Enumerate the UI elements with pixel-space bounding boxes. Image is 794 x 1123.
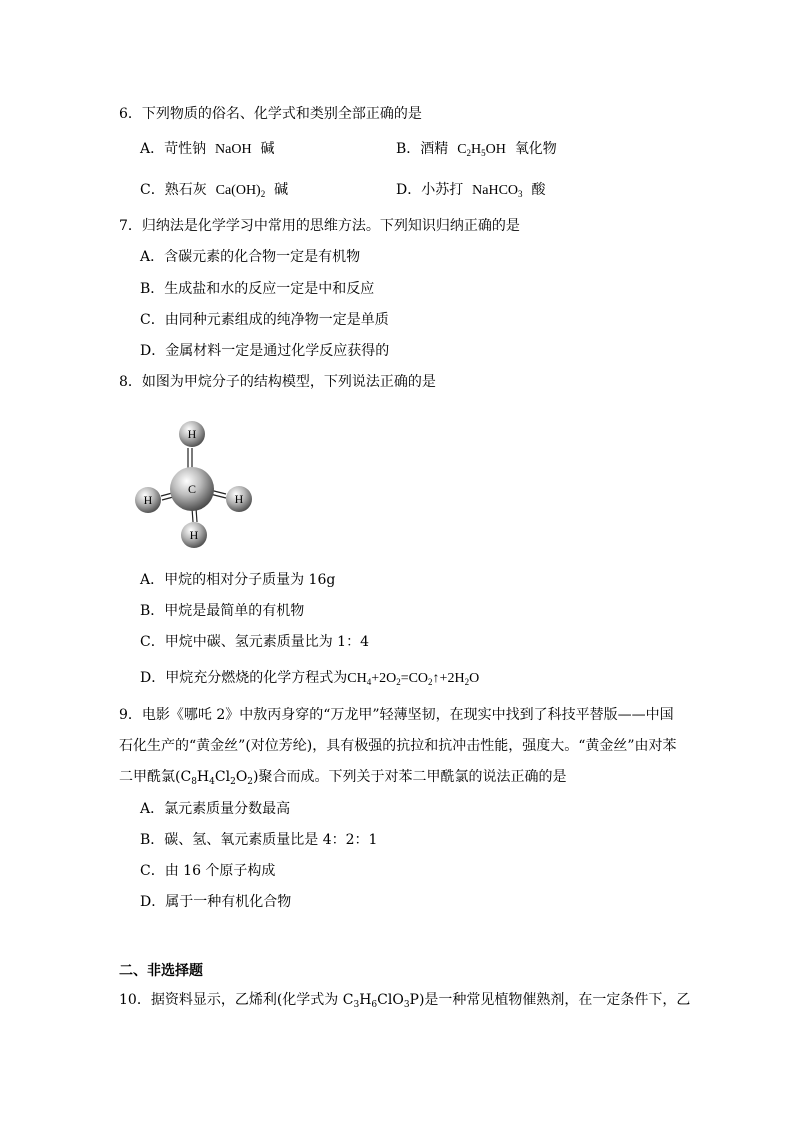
q6-c-label: C．熟石灰	[140, 182, 207, 198]
q8-option-d	[140, 668, 479, 692]
q10-line-1: 10．据资料显示，乙烯利(化学式为 $C_3H_6ClO_3P$)是一种常见植物催熟剂，在一定条件下，乙	[119, 992, 691, 1010]
atom-label-center: C	[187, 482, 197, 496]
q6-b-label: B．酒精	[396, 141, 449, 157]
q8-option-a: A．甲烷的相对分子质量为 16g	[140, 572, 336, 588]
q6-option-c	[140, 180, 288, 204]
q7-option-d: D．金属材料一定是通过化学反应获得的	[140, 343, 390, 359]
q7-stem: 7．归纳法是化学学习中常用的思维方法。下列知识归纳正确的是	[119, 218, 520, 234]
q7-option-a: A．含碳元素的化合物一定是有机物	[140, 249, 361, 265]
q6-b-formula: $C_2H_5OH$	[457, 142, 506, 158]
q6-d-kind: 酸	[531, 182, 546, 198]
q6-a-formula: NaOH	[215, 142, 252, 157]
q6-a-label: A．苛性钠	[140, 141, 207, 157]
methane-molecule-model	[126, 414, 266, 554]
q9-option-a: A．氯元素质量分数最高	[140, 801, 291, 817]
q6-d-label: D．小苏打	[396, 182, 464, 198]
atom-label-right: H	[234, 492, 244, 506]
atom-label-top: H	[187, 427, 197, 441]
q6-option-d	[396, 180, 545, 204]
atom-label-bottom: H	[189, 528, 199, 542]
q8-option-c: C．甲烷中碳、氢元素质量比为 1：4	[140, 634, 369, 650]
q6-option-a	[140, 139, 274, 160]
q8-option-b: B．甲烷是最简单的有机物	[140, 603, 305, 619]
q7-option-c: C．由同种元素组成的纯净物一定是单质	[140, 312, 389, 328]
q6-a-kind: 碱	[260, 141, 275, 157]
q9-option-d: D．属于一种有机化合物	[140, 894, 292, 910]
section-heading: 二、非选择题	[119, 963, 203, 979]
q9-line-1: 9．电影《哪吒 2》中敖丙身穿的“万龙甲”轻薄坚韧，在现实中找到了科技平替版——中国	[119, 707, 674, 723]
q9-line-3: 二甲酰氯$(C_8H_4Cl_2O_2)$聚合而成。下列关于对苯二甲酰氯的说法正确的是	[119, 769, 567, 787]
q6-c-formula: $Ca(OH)_2$	[215, 183, 266, 199]
q7-option-b: B．生成盐和水的反应一定是中和反应	[140, 281, 375, 297]
q6-option-b	[396, 139, 557, 163]
q9-option-c: C．由 16 个原子构成	[140, 863, 276, 879]
q8-stem: 8．如图为甲烷分子的结构模型，下列说法正确的是	[119, 374, 436, 390]
q6-stem: 6．下列物质的俗名、化学式和类别全部正确的是	[119, 106, 422, 122]
q6-b-kind: 氧化物	[514, 141, 557, 157]
q6-d-formula: NaHCO$_3$	[472, 183, 523, 199]
q9-line-2: 石化生产的“黄金丝”(对位芳纶)，具有极强的抗拉和抗冲击性能，强度大。“黄金丝”由对苯	[119, 738, 677, 754]
q8-d-equation: $CH_4+2O_2=CO_2↑+2H_2O$	[347, 671, 480, 687]
q8-d-text: D．甲烷充分燃烧的化学方程式为	[140, 670, 348, 686]
atom-label-left: H	[143, 493, 153, 507]
q6-c-kind: 碱	[274, 182, 289, 198]
q9-option-b: B．碳、氢、氧元素质量比是 4：2：1	[140, 832, 378, 848]
